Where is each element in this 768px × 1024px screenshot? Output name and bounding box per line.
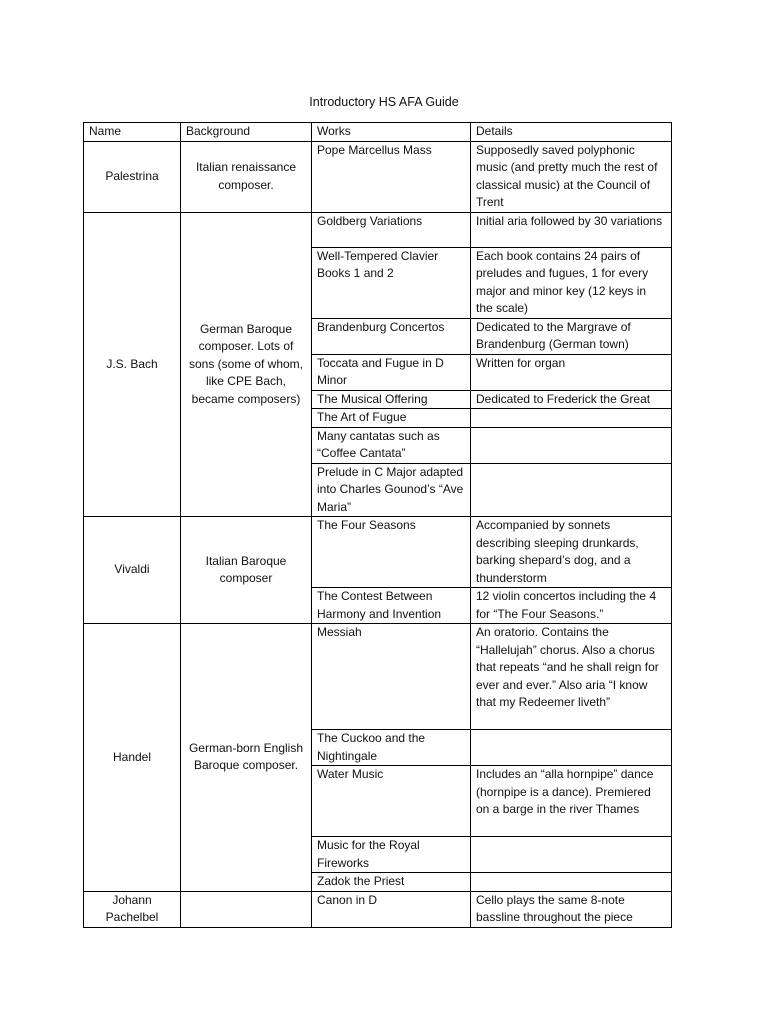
header-works: Works [312, 123, 471, 142]
table-row [84, 212, 672, 247]
work-details: An oratorio. Contains the “Hallelujah” chorus. Also a chorus that repeats “and he shall reign for ever and ever.” Also aria “I know that my Redeemer liveth” [471, 624, 672, 730]
composer-table [83, 122, 672, 928]
composer-background [181, 891, 312, 927]
composer-name: Palestrina [84, 141, 181, 212]
work-details [471, 409, 672, 428]
work-title: Toccata and Fugue in D Minor [312, 354, 471, 390]
work-details: Written for organ [471, 354, 672, 390]
composer-background: German-born English Baroque composer. [181, 624, 312, 892]
header-background: Background [181, 123, 312, 142]
work-title: Canon in D [312, 891, 471, 927]
work-title: Many cantatas such as “Coffee Cantata” [312, 427, 471, 463]
work-title: Prelude in C Major adapted into Charles Gounod’s “Ave Maria” [312, 463, 471, 517]
composer-name: Handel [84, 624, 181, 892]
work-details [471, 837, 672, 873]
header-details: Details [471, 123, 672, 142]
work-details: 12 violin concertos including the 4 for “The Four Seasons.” [471, 588, 672, 624]
work-details [471, 730, 672, 766]
work-details [471, 873, 672, 892]
work-details [471, 427, 672, 463]
work-title: The Musical Offering [312, 390, 471, 409]
work-title: The Four Seasons [312, 517, 471, 588]
work-details: Dedicated to the Margrave of Brandenburg (German town) [471, 318, 672, 354]
work-details: Each book contains 24 pairs of preludes and fugues, 1 for every major and minor key (12 keys in the scale) [471, 247, 672, 318]
header-name: Name [84, 123, 181, 142]
work-title: Messiah [312, 624, 471, 730]
work-title: The Art of Fugue [312, 409, 471, 428]
work-details: Dedicated to Frederick the Great [471, 390, 672, 409]
composer-name: J.S. Bach [84, 212, 181, 517]
header-row [84, 123, 672, 142]
table-row [84, 891, 672, 927]
work-title: The Contest Between Harmony and Invention [312, 588, 471, 624]
work-title: Well-Tempered Clavier Books 1 and 2 [312, 247, 471, 318]
composer-background: German Baroque composer. Lots of sons (some of whom, like CPE Bach, became composers) [181, 212, 312, 517]
composer-background: Italian Baroque composer [181, 517, 312, 624]
work-title: Pope Marcellus Mass [312, 141, 471, 212]
table-row [84, 141, 672, 212]
work-title: Goldberg Variations [312, 212, 471, 247]
work-title: Music for the Royal Fireworks [312, 837, 471, 873]
work-title: Zadok the Priest [312, 873, 471, 892]
table-row [84, 624, 672, 730]
page-title: Introductory HS AFA Guide [309, 95, 459, 109]
work-details: Supposedly saved polyphonic music (and pretty much the rest of classical music) at the Council of Trent [471, 141, 672, 212]
work-details: Includes an “alla hornpipe” dance (hornpipe is a dance). Premiered on a barge in the river Thames [471, 766, 672, 837]
work-details: Accompanied by sonnets describing sleeping drunkards, barking shepard’s dog, and a thunderstorm [471, 517, 672, 588]
work-title: Water Music [312, 766, 471, 837]
work-title: The Cuckoo and the Nightingale [312, 730, 471, 766]
table-row [84, 517, 672, 588]
work-details: Cello plays the same 8-note bassline throughout the piece [471, 891, 672, 927]
work-title: Brandenburg Concertos [312, 318, 471, 354]
composer-name: Johann Pachelbel [84, 891, 181, 927]
composer-name: Vivaldi [84, 517, 181, 624]
work-details [471, 463, 672, 517]
composer-background: Italian renaissance composer. [181, 141, 312, 212]
work-details: Initial aria followed by 30 variations [471, 212, 672, 247]
